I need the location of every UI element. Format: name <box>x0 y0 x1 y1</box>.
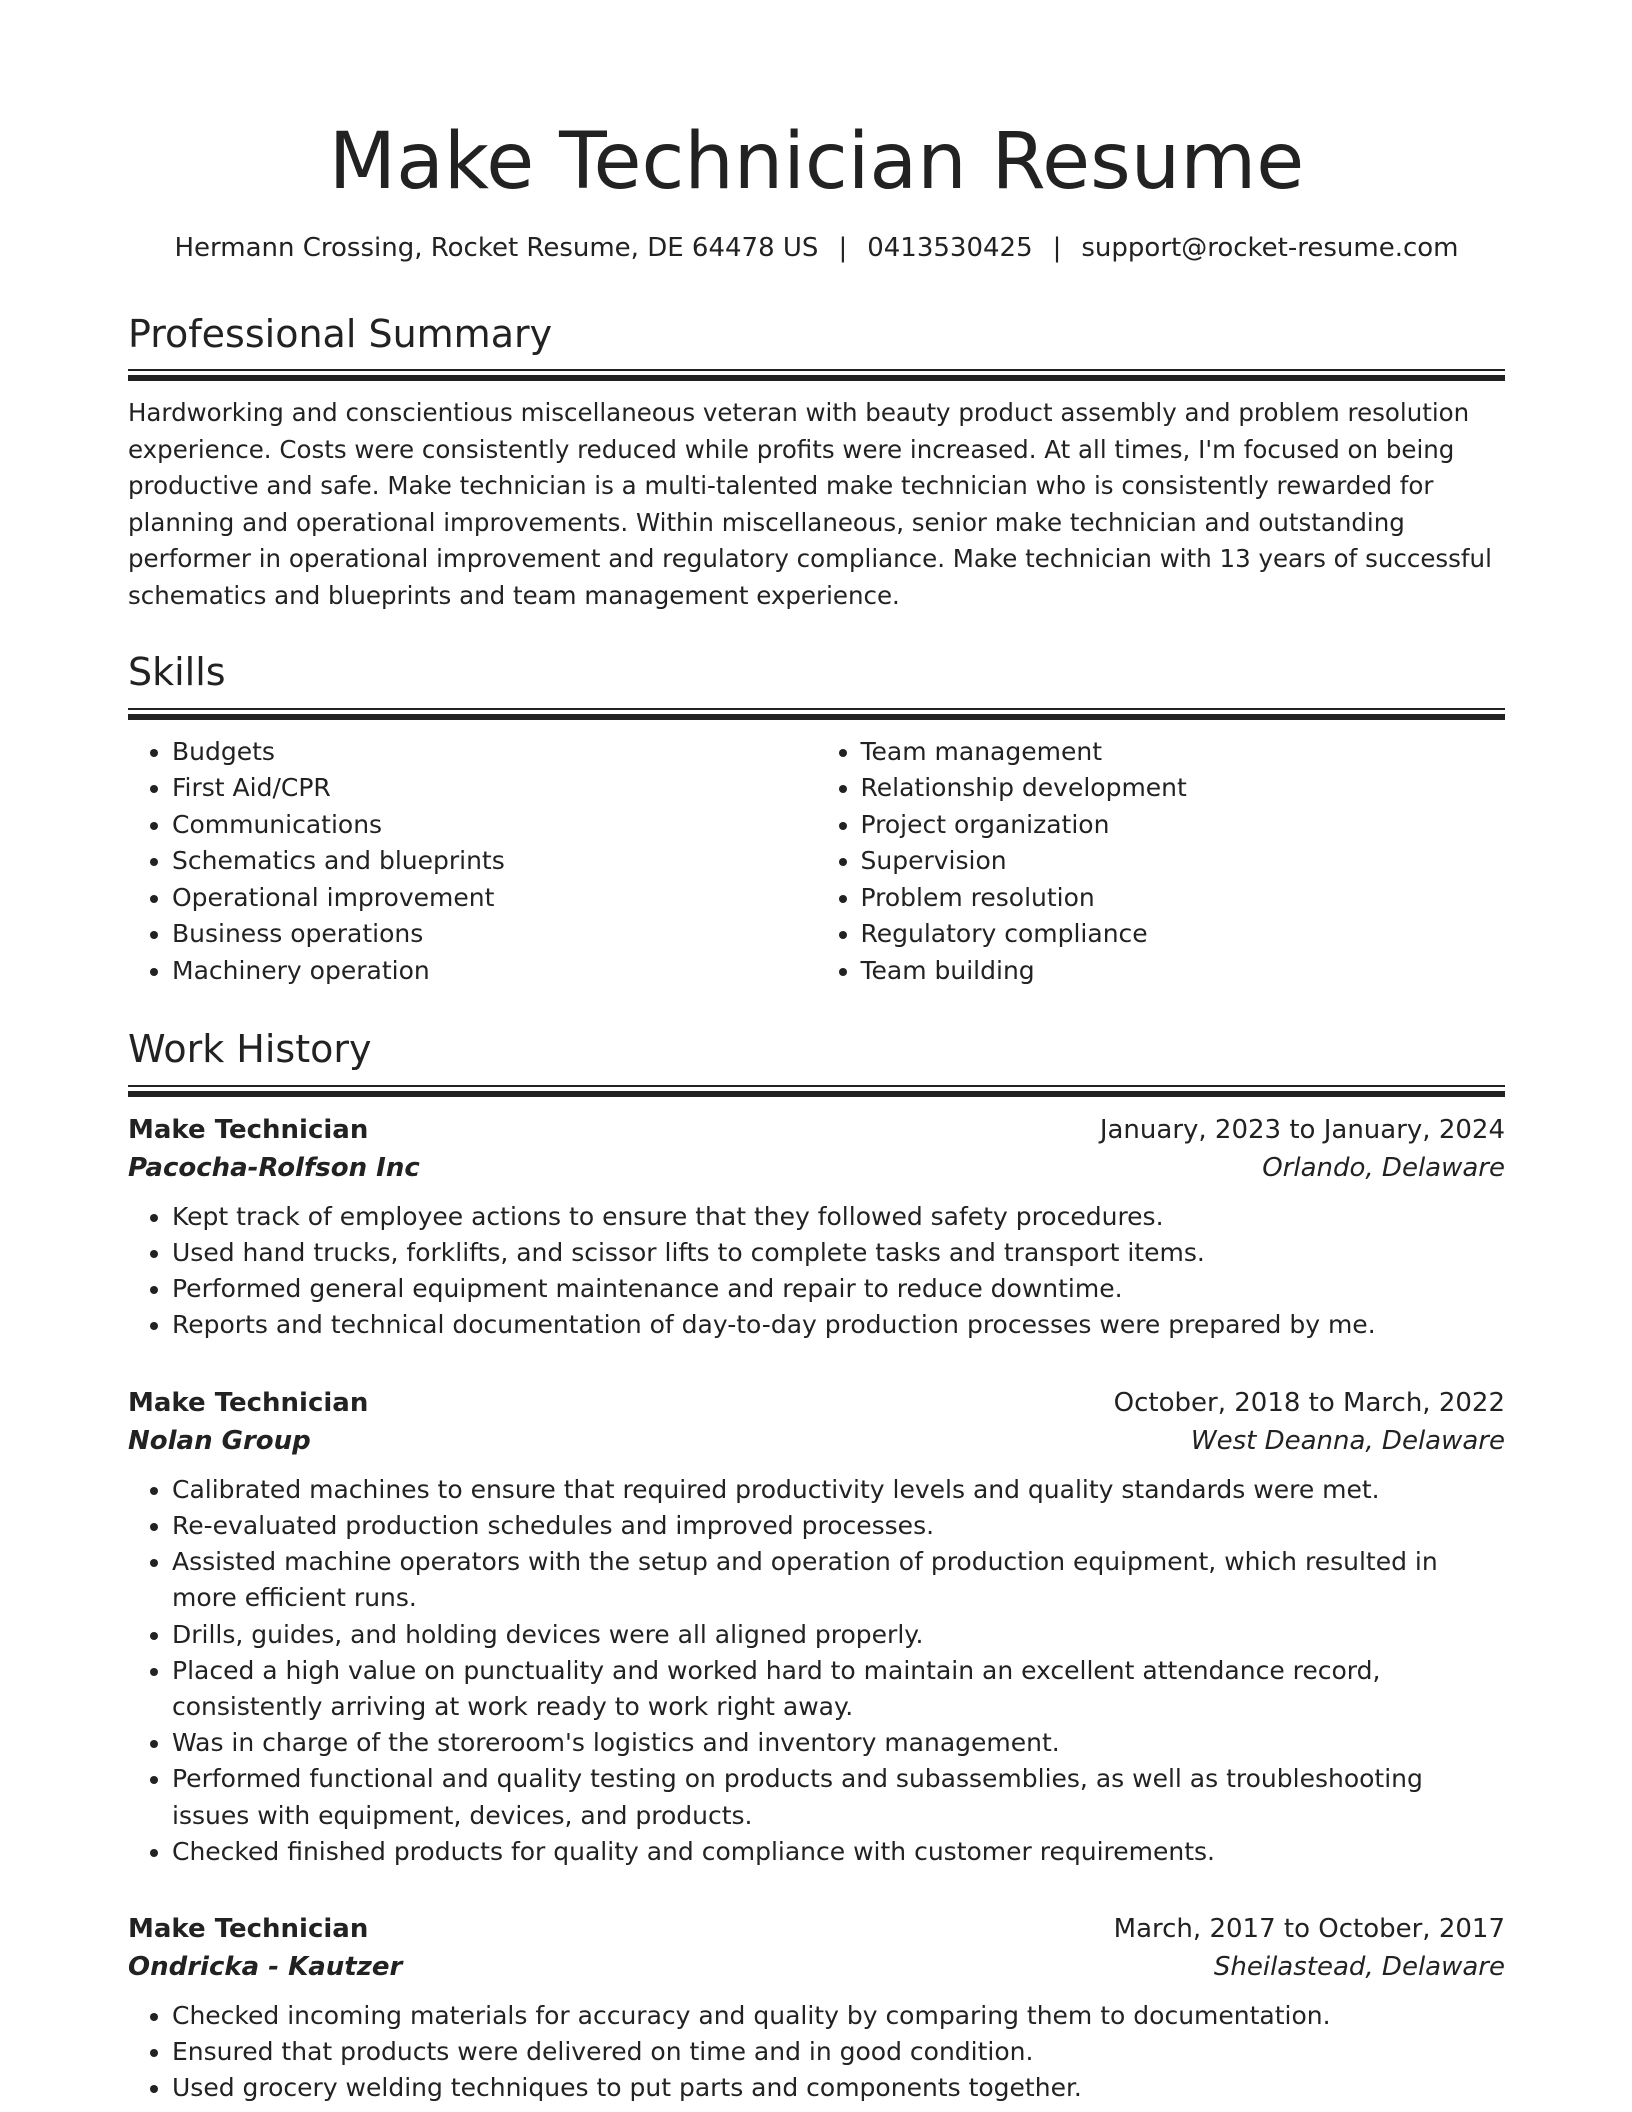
professional-summary-section <box>128 312 1505 615</box>
job-company-row <box>128 1948 1505 1986</box>
skill-item: • Team building <box>861 953 1506 990</box>
section-heading-summary: Professional Summary <box>128 311 553 356</box>
job-bullet: • Checked incoming materials for accuracy and quality by comparing them to documentation. <box>172 1998 1505 2034</box>
job-location: Sheilastead, Delaware <box>1213 1951 1505 1982</box>
skill-item: • Project organization <box>861 807 1506 844</box>
job-dates: October, 2018 to March, 2022 <box>1113 1387 1505 1418</box>
job-entry <box>128 1384 1505 1870</box>
job-bullet: • Re-evaluated production schedules and improved processes. <box>172 1508 1505 1544</box>
job-bullet: • Kept track of employee actions to ensure that they followed safety procedures. <box>172 1199 1505 1235</box>
skill-item: • Regulatory compliance <box>861 916 1506 953</box>
skill-item: • Schematics and blueprints <box>172 843 817 880</box>
job-company-row <box>128 1422 1505 1460</box>
section-heading-work: Work History <box>128 1027 372 1072</box>
job-location: West Deanna, Delaware <box>1190 1425 1505 1456</box>
job-entry <box>128 1910 1505 2107</box>
skill-item: • Problem resolution <box>861 880 1506 917</box>
job-bullet: • Drills, guides, and holding devices were all aligned properly. <box>172 1617 1505 1653</box>
job-header-row <box>128 1910 1505 1948</box>
section-divider <box>128 708 1505 720</box>
skill-item: • Relationship development <box>861 770 1506 807</box>
skill-item: • Budgets <box>172 734 817 771</box>
job-header-row <box>128 1111 1505 1149</box>
job-bullets <box>128 1199 1505 1344</box>
job-bullet: • Reports and technical documentation of day-to-day production processes were prepared by me. <box>172 1307 1505 1343</box>
skills-list-right <box>817 734 1506 990</box>
job-bullet: • Used hand trucks, forklifts, and scissor lifts to complete tasks and transport items. <box>172 1235 1505 1271</box>
skill-item: • Supervision <box>861 843 1506 880</box>
job-bullets <box>128 1472 1505 1870</box>
job-bullet: • Checked finished products for quality and compliance with customer requirements. <box>172 1834 1505 1870</box>
job-entry <box>128 1111 1505 1344</box>
page-title: Make Technician Resume <box>328 117 1305 207</box>
job-dates: January, 2023 to January, 2024 <box>1099 1114 1505 1145</box>
job-title: Make Technician <box>128 1387 369 1418</box>
skill-item: • Operational improvement <box>172 880 817 917</box>
job-company: Pacocha-Rolfson Inc <box>128 1152 420 1183</box>
section-heading-skills: Skills <box>128 650 226 695</box>
job-company: Nolan Group <box>128 1425 311 1456</box>
job-title: Make Technician <box>128 1913 369 1944</box>
skills-grid <box>128 734 1505 990</box>
job-bullet: • Assisted machine operators with the setup and operation of production equipment, which resulted in more efficient runs. <box>172 1544 1505 1616</box>
job-company: Ondricka - Kautzer <box>128 1951 403 1982</box>
skill-item: • Business operations <box>172 916 817 953</box>
job-bullet: • Was in charge of the storeroom's logistics and inventory management. <box>172 1725 1505 1761</box>
job-header-row <box>128 1384 1505 1422</box>
job-bullet: • Calibrated machines to ensure that required productivity levels and quality standards were met. <box>172 1472 1505 1508</box>
contact-separator: | <box>1052 232 1062 263</box>
job-bullet: • Performed general equipment maintenance and repair to reduce downtime. <box>172 1271 1505 1307</box>
contact-line <box>128 232 1505 266</box>
skill-item: • Team management <box>861 734 1506 771</box>
work-history-section <box>128 1027 1505 2106</box>
job-location: Orlando, Delaware <box>1262 1152 1505 1183</box>
contact-phone: 0413530425 <box>867 232 1033 263</box>
contact-separator: | <box>838 232 848 263</box>
job-bullet: • Performed functional and quality testing on products and subassemblies, as well as troubleshooting issues with equipment, devices, and products. <box>172 1761 1505 1833</box>
job-bullet: • Used grocery welding techniques to put parts and components together. <box>172 2070 1505 2106</box>
job-dates: March, 2017 to October, 2017 <box>1113 1913 1505 1944</box>
contact-email[interactable]: support@rocket-resume.com <box>1081 232 1459 263</box>
skill-item: • Machinery operation <box>172 953 817 990</box>
job-company-row <box>128 1149 1505 1187</box>
skill-item: • Communications <box>172 807 817 844</box>
job-bullets <box>128 1998 1505 2107</box>
skills-section <box>128 650 1505 989</box>
job-bullet: • Ensured that products were delivered on time and in good condition. <box>172 2034 1505 2070</box>
job-bullet: • Placed a high value on punctuality and worked hard to maintain an excellent attendance record, consistently arriving at work ready to work right away. <box>172 1653 1505 1725</box>
job-title: Make Technician <box>128 1114 369 1145</box>
skills-list-left <box>128 734 817 990</box>
contact-address: Hermann Crossing, Rocket Resume, DE 64478 US <box>174 232 819 263</box>
section-divider <box>128 1085 1505 1097</box>
skill-item: • First Aid/CPR <box>172 770 817 807</box>
summary-text: Hardworking and conscientious miscellaneous veteran with beauty product assembly and problem resolution experience. Costs were consistently reduced while profits were increased. At all times, I'm focused on being productive and safe. Make technician is a multi-talented make technician who is consistently rewarded for planning and operational improvements. Within miscellaneous, senior make technician and outstanding performer in operational improvement and regulatory compliance. Make technician with 13 years of successful schematics and blueprints and team management experience. <box>128 398 1492 610</box>
section-divider <box>128 369 1505 381</box>
